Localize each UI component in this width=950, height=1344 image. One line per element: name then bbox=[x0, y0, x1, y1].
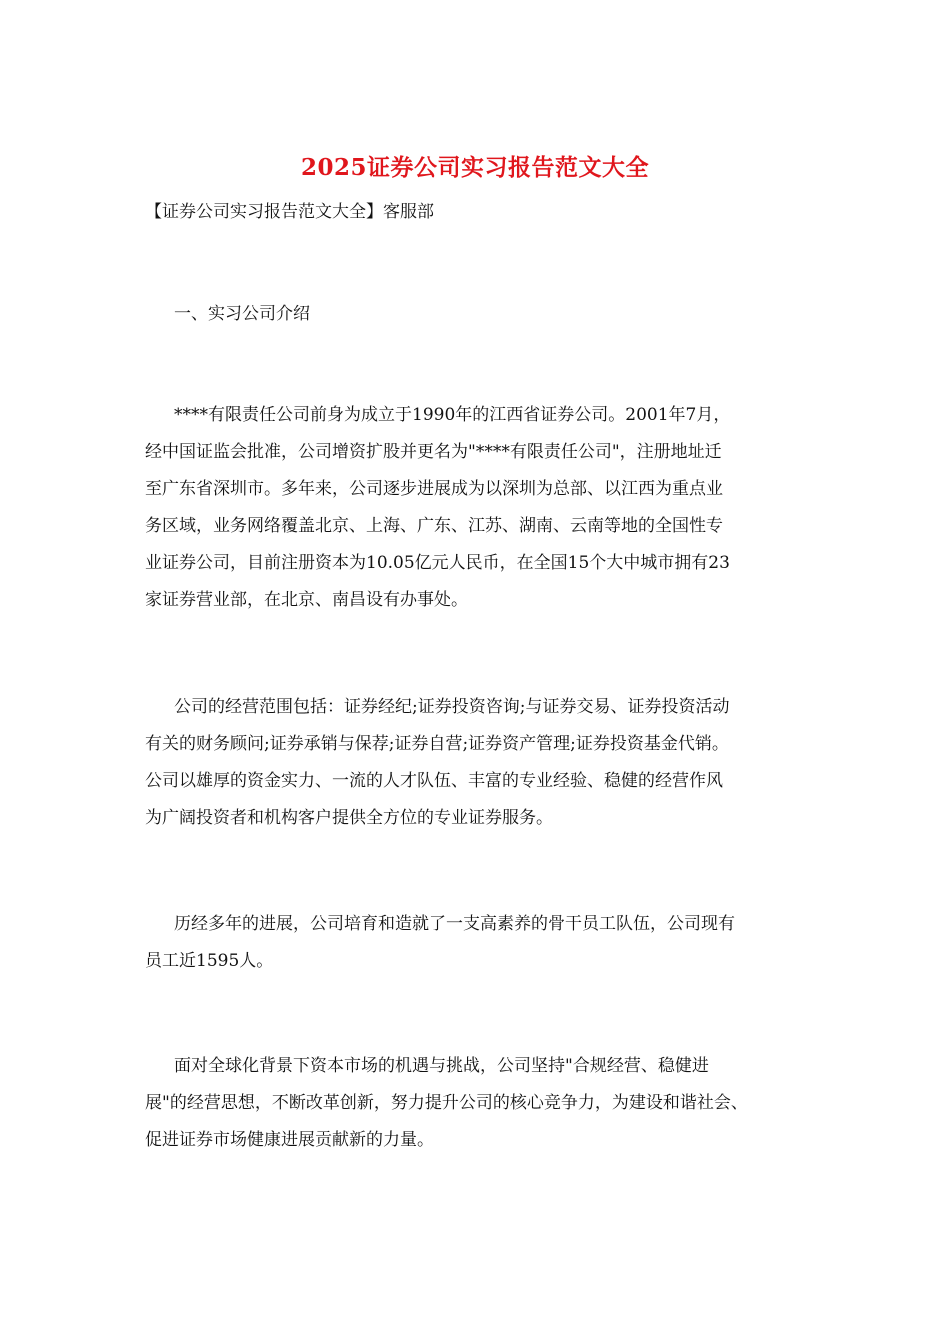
paragraph-line: 公司的经营范围包括：证券经纪;证券投资咨询;与证券交易、证券投资活动 bbox=[174, 697, 730, 717]
paragraph-line: 家证券营业部，在北京、南昌设有办事处。 bbox=[145, 590, 468, 610]
paragraph-company-history bbox=[145, 397, 815, 619]
paragraph-line: 为广阔投资者和机构客户提供全方位的专业证券服务。 bbox=[145, 808, 553, 828]
paragraph-line: 历经多年的进展，公司培育和造就了一支高素养的骨干员工队伍，公司现有 bbox=[174, 914, 735, 934]
paragraph-line: 面对全球化背景下资本市场的机遇与挑战，公司坚持"合规经营、稳健进 bbox=[174, 1056, 709, 1076]
paragraph-line: 展"的经营思想，不断改革创新，努力提升公司的核心竞争力，为建设和谐社会、 bbox=[145, 1093, 748, 1113]
paragraph-staff bbox=[145, 906, 815, 980]
document-subtitle: 【证券公司实习报告范文大全】客服部 bbox=[145, 202, 434, 222]
paragraph-line: 务区域，业务网络覆盖北京、上海、广东、江苏、湖南、云南等地的全国性专 bbox=[145, 516, 723, 536]
paragraph-line: 经中国证监会批准，公司增资扩股并更名为"****有限责任公司"，注册地址迁 bbox=[145, 442, 722, 462]
document-title: 2025证券公司实习报告范文大全 bbox=[300, 154, 649, 181]
paragraph-strategy bbox=[145, 1048, 815, 1159]
paragraph-business-scope bbox=[145, 689, 815, 837]
paragraph-line: 促进证券市场健康进展贡献新的力量。 bbox=[145, 1130, 434, 1150]
paragraph-line: ****有限责任公司前身为成立于1990年的江西省证券公司。2001年7月， bbox=[174, 405, 731, 425]
paragraph-line: 至广东省深圳市。多年来，公司逐步进展成为以深圳为总部、以江西为重点业 bbox=[145, 479, 723, 499]
paragraph-line: 员工近1595人。 bbox=[145, 951, 274, 971]
paragraph-line: 业证券公司，目前注册资本为10.05亿元人民币，在全国15个大中城市拥有23 bbox=[145, 553, 730, 573]
paragraph-line: 公司以雄厚的资金实力、一流的人才队伍、丰富的专业经验、稳健的经营作风 bbox=[145, 771, 723, 791]
section-heading: 一、实习公司介绍 bbox=[174, 304, 310, 324]
paragraph-line: 有关的财务顾问;证券承销与保荐;证券自营;证券资产管理;证券投资基金代销。 bbox=[145, 734, 729, 754]
